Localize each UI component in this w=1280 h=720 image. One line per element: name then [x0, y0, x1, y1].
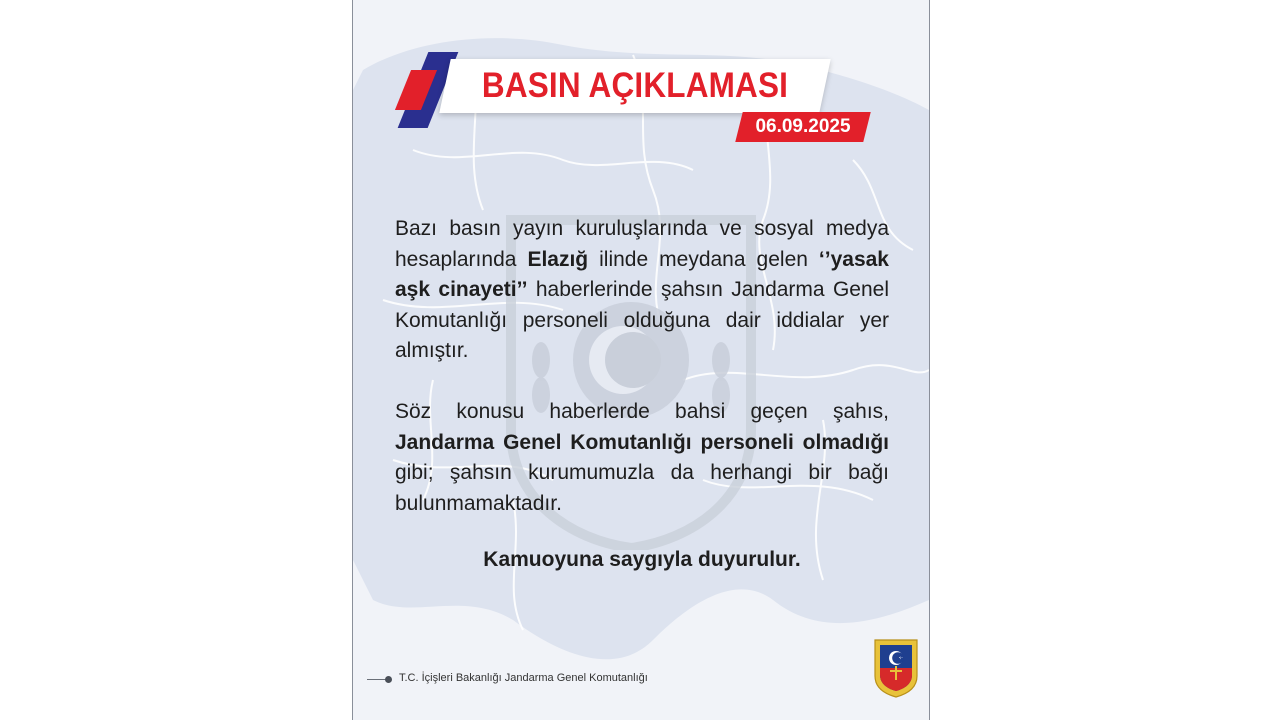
- footer-bullet: [385, 676, 392, 683]
- page-title: BASIN AÇIKLAMASI: [481, 66, 789, 105]
- text-segment: ilinde meydana gelen: [588, 247, 819, 271]
- closing-statement: Kamuoyuna saygıyla duyurulur.: [483, 548, 801, 571]
- text-segment: Bazı basın yayın kuruluşlarında ve sosyal medya hesaplarında: [395, 217, 889, 271]
- date-label: 06.09.2025: [755, 116, 851, 137]
- footer-institution: T.C. İçişleri Bakanlığı Jandarma Genel Komutanlığı: [399, 672, 648, 684]
- footer-divider: [367, 679, 387, 680]
- bold-text-segment: ‘’yasak aşk cinayeti’’: [395, 247, 889, 302]
- bold-text-segment: Jandarma Genel Komutanlığı personeli olmadığı: [395, 430, 889, 454]
- paragraph-denial: [395, 397, 889, 519]
- bold-text-segment: Elazığ: [527, 247, 589, 271]
- paragraph-claims: [395, 214, 889, 367]
- text-segment: Söz konusu haberlerde bahsi geçen şahıs,: [395, 399, 889, 423]
- announcement-body: [395, 214, 889, 519]
- text-segment: haberlerinde şahsın Jandarma Genel Komutanlığı personeli olduğuna dair iddialar yer almıştır.: [395, 278, 889, 363]
- press-release-poster: [352, 0, 930, 720]
- text-segment: gibi; şahsın kurumumuzla da herhangi bir bağı bulunmamaktadır.: [395, 461, 889, 515]
- jandarma-emblem-icon: [873, 636, 919, 698]
